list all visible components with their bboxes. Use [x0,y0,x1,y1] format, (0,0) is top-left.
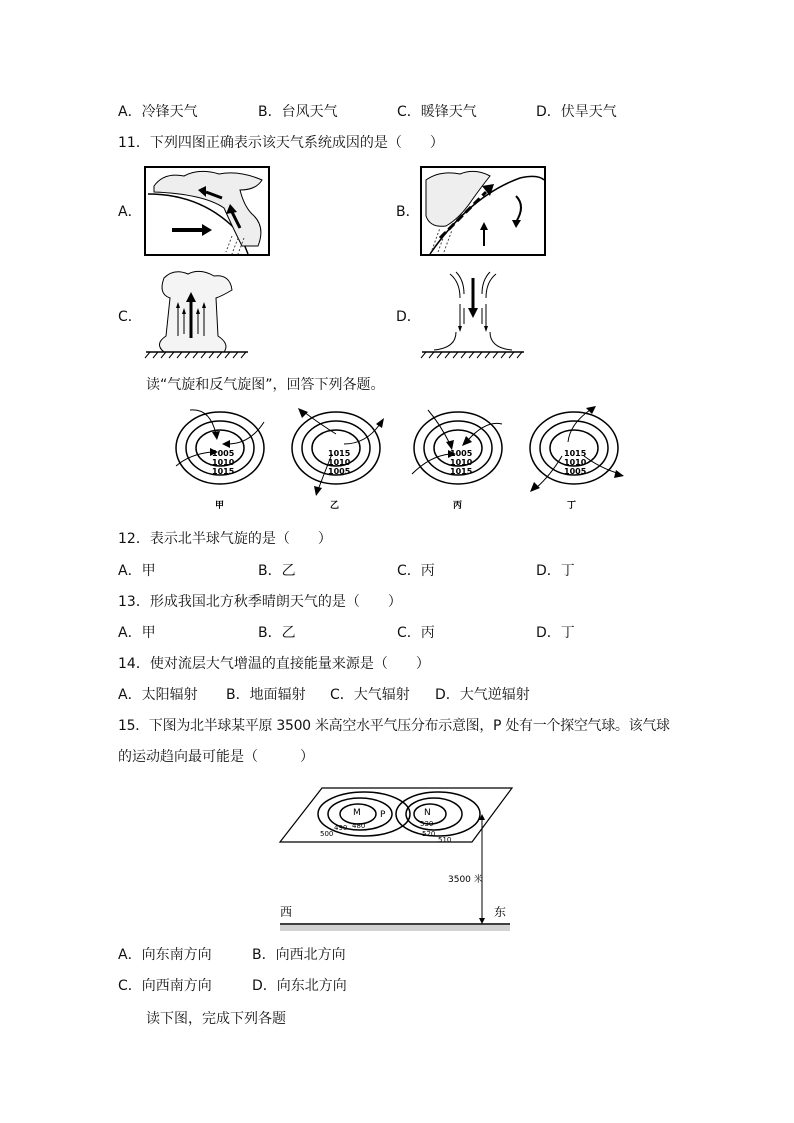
q13-option-b: B．乙 [258,625,296,641]
cyclone-label-jia: 甲 [215,501,225,511]
cyclone-label-ding: 丁 [567,501,577,511]
high-isobar-530: 530 [420,820,434,828]
pressure-figure [276,784,516,938]
high-center-label: N [424,808,431,818]
q14-option-b: B．地面辐射 [226,687,306,703]
cyclone-ding-isobar-1: 1015 [564,449,587,458]
q11-label-c: C． [118,309,142,325]
q12-stem: 12．表示北半球气旋的是（ ） [118,531,332,547]
height-label: 3500 米 [448,875,483,885]
q15-option-a: A．向东南方向 [118,947,212,963]
q11-figure-c [144,268,250,358]
q10-option-d: D．伏旱天气 [536,104,617,120]
cyclone-jia-isobar-3: 1015 [212,467,235,476]
cyclone-label-yi: 乙 [330,501,340,511]
low-isobar-490: 490 [334,824,348,832]
q13-option-c: C．丙 [397,625,435,641]
q13-stem: 13．形成我国北方秋季晴朗天气的是（ ） [118,594,402,610]
cyclone-ding-isobar-2: 1010 [564,458,587,467]
cyclone-bing-isobar-1: 1005 [450,449,473,458]
q14-option-c: C．大气辐射 [330,687,410,703]
q10-option-a: A．冷锋天气 [118,104,198,120]
q15-option-c: C．向西南方向 [118,978,212,994]
cyclone-yi-isobar-1: 1015 [328,449,351,458]
q14-option-d: D．大气逆辐射 [435,687,530,703]
low-isobar-500: 500 [320,830,334,838]
q10-option-c: C．暖锋天气 [397,104,477,120]
cyclone-intro: 读“气旋和反气旋图”，回答下列各题。 [146,377,385,393]
west-label: 西 [280,905,293,919]
high-isobar-510: 510 [438,836,452,844]
cyclone-jia-isobar-1: 1005 [212,449,235,458]
q11-label-d: D． [396,309,421,325]
q13-option-d: D．丁 [536,625,575,641]
q11-figure-b [420,166,546,256]
east-label: 东 [494,905,507,919]
cyclone-figure [170,404,622,514]
q15-stem-line1: 15．下图为北半球某平原 3500 米高空水平气压分布示意图，P 处有一个探空气球。该气球 [118,718,670,734]
q11-label-a: A． [118,204,142,220]
q12-option-a: A．甲 [118,563,156,579]
q10-option-b: B．台风天气 [258,104,338,120]
high-isobar-520: 520 [422,830,436,838]
low-center-label: M [353,808,361,818]
q11-figure-a [144,166,270,256]
q14-option-a: A．太阳辐射 [118,687,198,703]
q11-figure-d [420,268,526,358]
q12-option-b: B．乙 [258,563,296,579]
cyclone-yi-isobar-3: 1005 [328,467,351,476]
q11-stem: 11．下列四图正确表示该天气系统成因的是（ ） [118,135,444,151]
closing-instruction: 读下图，完成下列各题 [146,1011,286,1027]
cyclone-ding-isobar-3: 1005 [564,467,587,476]
cyclone-label-bing: 丙 [453,501,463,511]
q15-option-b: B．向西北方向 [252,947,346,963]
cyclone-jia-isobar-2: 1010 [212,458,235,467]
q11-label-b: B． [396,204,420,220]
q15-stem-line2: 的运动趋向最可能是（ ） [118,749,314,765]
q12-option-c: C．丙 [397,563,435,579]
q14-stem: 14．使对流层大气增温的直接能量来源是（ ） [118,656,430,672]
q12-option-d: D．丁 [536,563,575,579]
point-p-label: P [380,810,386,820]
low-isobar-480: 480 [352,822,366,830]
cyclone-bing-isobar-2: 1010 [450,458,473,467]
q13-option-a: A．甲 [118,625,156,641]
q15-option-d: D．向东北方向 [252,978,347,994]
cyclone-bing-isobar-3: 1015 [450,467,473,476]
cyclone-yi-isobar-2: 1010 [328,458,351,467]
